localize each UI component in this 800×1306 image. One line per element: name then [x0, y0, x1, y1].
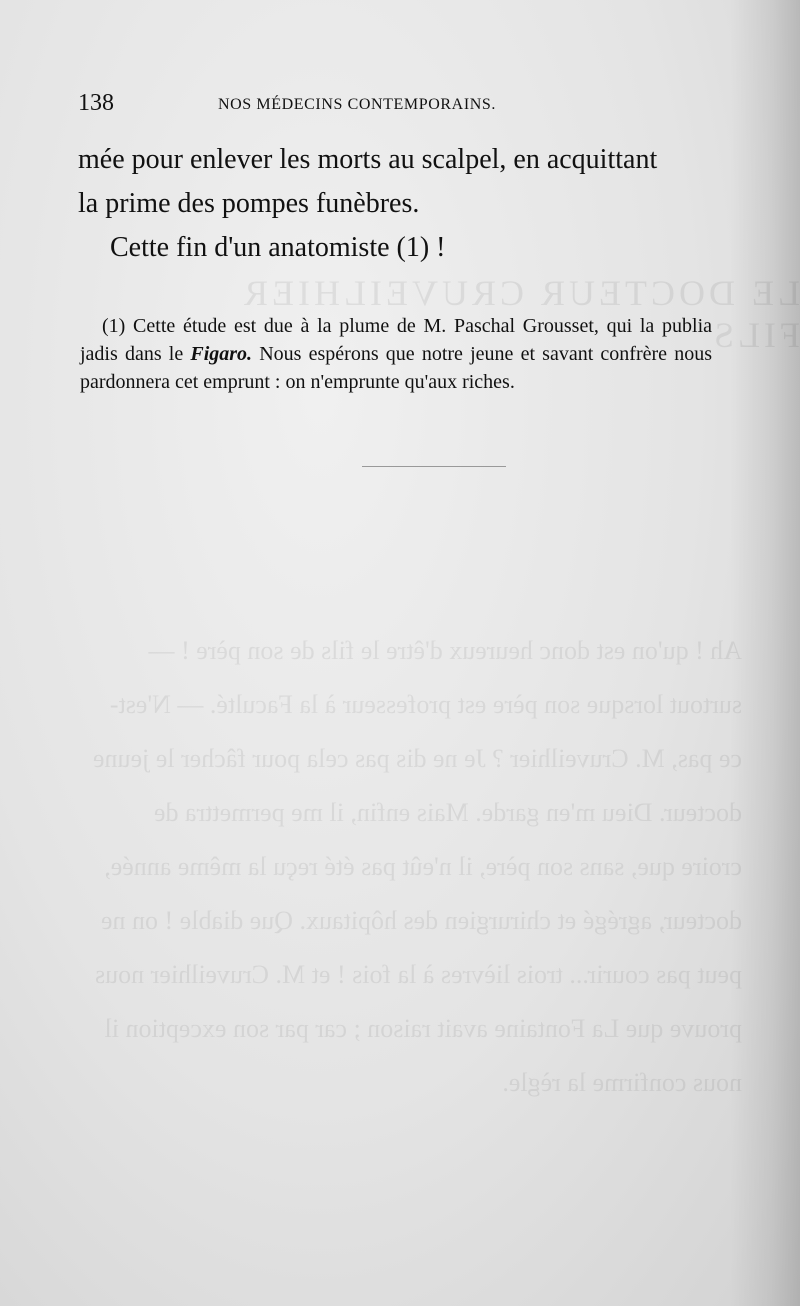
bleed-through-title: DOCTEUR CRUVEILHIER	[240, 273, 736, 313]
section-rule	[362, 466, 506, 467]
running-head: NOS MÉDECINS CONTEMPORAINS.	[218, 96, 497, 113]
footnote-text-continued: Nous espérons que notre jeune et savant confrère nous pardonnera cet emprunt : on n'emprunte qu'aux riches.	[80, 343, 712, 393]
footnote-marker: (1)	[102, 315, 126, 337]
footnote-italic: Figaro.	[190, 343, 253, 365]
text-line: la prime des pompes funèbres.	[78, 188, 420, 219]
text-line: mée pour enlever les morts au scalpel, en acquittant	[78, 144, 658, 175]
page-header	[78, 90, 718, 120]
main-text	[78, 138, 718, 270]
text-line: Cette fin d'un anatomiste (1) !	[110, 232, 446, 263]
bleed-through-text: Ah ! qu'on est donc heureux d'être le fils de son père ! — surtout lorsque son père est professeur à la Faculté. — N'est-ce pas, M. Cruveilhier ? Je ne dis pas cela pour fâcher le jeune docteur. Dieu m'en garde. Mais enfin, il me permettra de croire que, sans son père, il n'eût pas été reçu la même année, docteur, agrégé et chirurgien des hôpitaux. Que diable ! on ne peut pas courir... trois lièvres à la fois ! et M. Cruveilhier nous prouve que La Fontaine avait raison ; car par son exception il nous confirme la règle.	[92, 636, 742, 1097]
footnote	[80, 312, 712, 396]
footnote-text: Cette étude est due à la plume de M. Paschal Grousset, qui la publia jadis dans le	[80, 315, 713, 365]
page-gutter-shadow	[730, 0, 800, 1306]
page-number: 138	[78, 90, 114, 116]
